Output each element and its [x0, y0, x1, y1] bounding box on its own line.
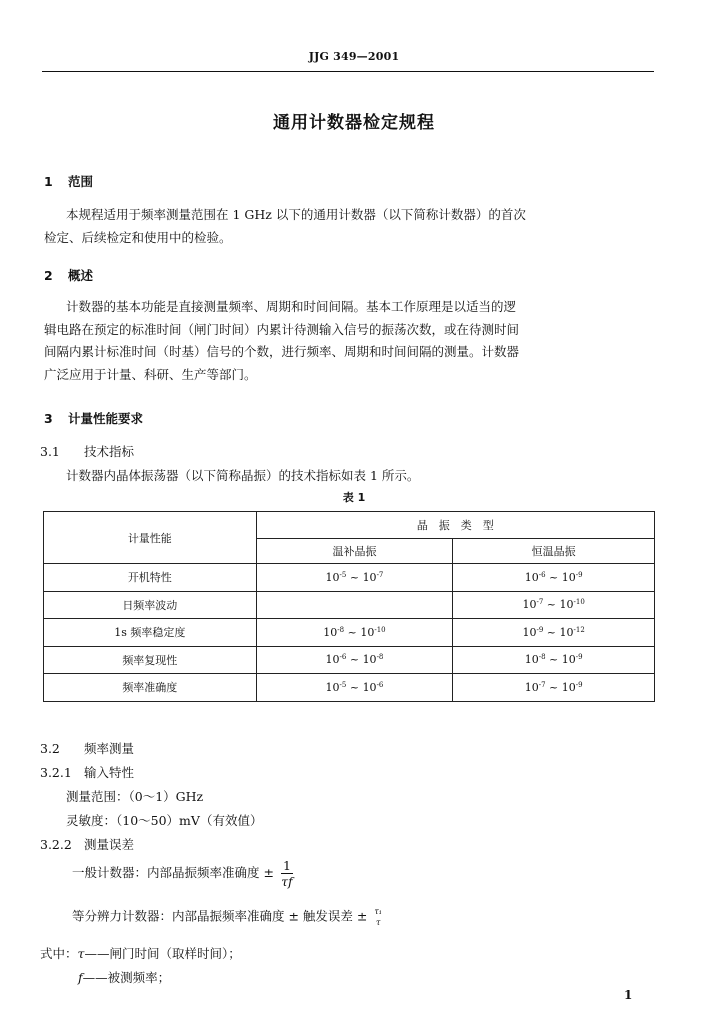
- symbol-tau: τ: [77, 946, 85, 961]
- symbol-f: f: [78, 970, 83, 985]
- fraction: [281, 858, 293, 889]
- sci-base: 10: [524, 570, 539, 584]
- section-2-heading: [44, 266, 93, 284]
- page-number: 1: [624, 988, 633, 1002]
- sensitivity: 灵敏度：（10～50）mV（有效值）: [66, 813, 263, 828]
- table-cell-ocxo: [453, 619, 655, 647]
- table-body: [44, 564, 655, 702]
- sci-exponent: -10: [573, 598, 585, 607]
- definition-f: [78, 968, 170, 986]
- paragraph-line: 广泛应用于计量、科研、生产等部门。: [44, 366, 257, 382]
- table-cell-metric: 1s 频率稳定度: [44, 619, 257, 647]
- sci-exponent: -7: [536, 598, 544, 607]
- subsection-3-2-1-heading: [40, 763, 134, 781]
- section-number: 3: [44, 411, 53, 426]
- table-header-ocxo: 恒温晶振: [453, 539, 655, 564]
- sci-base: 10: [561, 653, 576, 667]
- sci-base: 10: [522, 598, 537, 612]
- table-header-metric: 计量性能: [44, 512, 257, 564]
- sci-base: 10: [362, 570, 377, 584]
- sci-base: 10: [559, 625, 574, 639]
- section-title: 计量性能要求: [68, 411, 144, 426]
- sci-separator: ~: [346, 680, 363, 694]
- table-cell-tcxo: [256, 674, 453, 702]
- sci-base: 10: [362, 680, 377, 694]
- sci-range: [522, 598, 584, 611]
- subsection-3-1-text: 计数器内晶体振荡器（以下简称晶振）的技术指标如表 1 所示。: [66, 468, 420, 483]
- table-cell-tcxo: [256, 564, 453, 592]
- sci-separator: ~: [543, 625, 560, 639]
- fraction-denominator: τ: [375, 918, 381, 927]
- table-row: [44, 591, 655, 619]
- sci-separator: ~: [346, 653, 363, 667]
- fraction-numerator: τ₁: [374, 907, 382, 916]
- subsection-number: 3.2: [40, 741, 60, 756]
- running-header: JJG 349—2001: [308, 50, 400, 63]
- table-row: [44, 646, 655, 674]
- subsection-number: 3.1: [40, 444, 60, 459]
- resolving-counter-formula: [72, 906, 382, 928]
- definition-text: ——闸门时间（取样时间）；: [84, 946, 241, 961]
- sci-separator: ~: [545, 570, 562, 584]
- sci-exponent: -8: [538, 653, 546, 662]
- sci-exponent: -9: [536, 625, 544, 634]
- section-2-paragraph: [44, 296, 656, 386]
- table-cell-tcxo: [256, 646, 453, 674]
- sci-base: 10: [325, 653, 340, 667]
- definition-tau: [40, 944, 241, 962]
- table-header-tcxo: 温补晶振: [256, 539, 453, 564]
- sci-separator: ~: [545, 680, 562, 694]
- sci-base: 10: [323, 625, 338, 639]
- sci-range: [326, 571, 384, 584]
- where-label: 式中：: [40, 946, 78, 961]
- sci-exponent: -6: [339, 653, 347, 662]
- sci-exponent: -12: [573, 625, 585, 634]
- sci-range: [323, 626, 385, 639]
- section-number: 1: [44, 174, 53, 189]
- formula-label: 等分辨力计数器：内部晶振频率准确度 ± 触发误差 ±: [72, 908, 368, 924]
- sci-exponent: -7: [376, 570, 384, 579]
- section-number: 2: [44, 268, 53, 283]
- sci-base: 10: [561, 570, 576, 584]
- subsection-number: 3.2.2: [40, 837, 72, 852]
- sci-base: 10: [360, 625, 375, 639]
- sci-base: 10: [325, 570, 340, 584]
- page-title: 通用计数器检定规程: [273, 113, 435, 133]
- section-1-paragraph: [44, 204, 656, 249]
- sci-base: 10: [362, 653, 377, 667]
- subsection-title: 输入特性: [84, 765, 135, 780]
- table-cell-ocxo: [453, 646, 655, 674]
- sci-range: [522, 626, 584, 639]
- sci-exponent: -6: [376, 680, 384, 689]
- table-row: [44, 674, 655, 702]
- subsection-3-1-heading: [40, 442, 134, 460]
- sci-separator: ~: [346, 570, 363, 584]
- sci-exponent: -7: [538, 680, 546, 689]
- sci-exponent: -5: [339, 570, 347, 579]
- paragraph-line: 本规程适用于频率测量范围在 1 GHz 以下的通用计数器（以下简称计数器）的首次: [66, 207, 526, 222]
- definition-text: ——被测频率；: [82, 970, 171, 985]
- sci-base: 10: [559, 598, 574, 612]
- table-row: [44, 619, 655, 647]
- subsection-title: 技术指标: [84, 444, 135, 459]
- sci-exponent: -8: [337, 625, 345, 634]
- subsection-title: 测量误差: [84, 837, 135, 852]
- sci-range: [525, 571, 583, 584]
- sci-exponent: -5: [339, 680, 347, 689]
- sci-range: [525, 653, 583, 666]
- table-cell-tcxo: [256, 619, 453, 647]
- section-title: 概述: [68, 268, 94, 283]
- paragraph-line: 检定、后续检定和使用中的检验。: [44, 229, 232, 245]
- subsection-title: 频率测量: [84, 741, 135, 756]
- sci-exponent: -6: [538, 570, 546, 579]
- sci-exponent: -8: [376, 653, 384, 662]
- sci-separator: ~: [543, 598, 560, 612]
- sci-range: [326, 653, 384, 666]
- section-1-heading: [44, 172, 93, 190]
- paragraph-line: 间隔内累计标准时间（时基）信号的个数，进行频率、周期和时间间隔的测量。计数器: [44, 344, 520, 359]
- sci-separator: ~: [545, 653, 562, 667]
- sci-exponent: -9: [575, 680, 583, 689]
- header-rule: [42, 71, 654, 72]
- sci-separator: ~: [344, 625, 361, 639]
- sci-base: 10: [325, 680, 340, 694]
- subsection-3-2-2-heading: [40, 835, 134, 853]
- sci-range: [525, 681, 583, 694]
- sci-base: 10: [524, 653, 539, 667]
- table-cell-tcxo: [256, 591, 453, 619]
- paragraph-line: 辑电路在预定的标准时间（闸门时间）内累计待测输入信号的振荡次数，或在待测时间: [44, 321, 520, 337]
- table-cell-metric: 开机特性: [44, 564, 257, 592]
- section-3-heading: [44, 409, 143, 427]
- table-header-group: 晶 振 类 型: [256, 512, 654, 539]
- sci-base: 10: [522, 625, 537, 639]
- table-cell-ocxo: [453, 564, 655, 592]
- sci-exponent: -10: [374, 625, 386, 634]
- table-cell-metric: 频率复现性: [44, 646, 257, 674]
- subsection-number: 3.2.1: [40, 765, 72, 780]
- table-cell-ocxo: [453, 674, 655, 702]
- sci-exponent: -9: [575, 570, 583, 579]
- section-title: 范围: [68, 174, 94, 189]
- sci-base: 10: [561, 680, 576, 694]
- subsection-3-2-heading: [40, 739, 134, 757]
- fraction-numerator: 1: [282, 858, 291, 873]
- general-counter-formula: [72, 858, 293, 889]
- sci-range: [326, 681, 384, 694]
- fraction-denominator: τf: [281, 874, 293, 889]
- sci-exponent: -9: [575, 653, 583, 662]
- table-cell-ocxo: [453, 591, 655, 619]
- table-cell-metric: 日频率波动: [44, 591, 257, 619]
- formula-label: 一般计数器：内部晶振频率准确度 ±: [72, 865, 274, 880]
- small-fraction: [374, 906, 382, 928]
- table-row: [44, 564, 655, 592]
- table-caption: 表 1: [342, 491, 366, 504]
- table-cell-metric: 频率准确度: [44, 674, 257, 702]
- measurement-range: 测量范围：（0～1）GHz: [66, 789, 204, 804]
- paragraph-line: 计数器的基本功能是直接测量频率、周期和时间间隔。基本工作原理是以适当的逻: [66, 299, 517, 314]
- crystal-spec-table: [43, 511, 655, 702]
- sci-base: 10: [524, 680, 539, 694]
